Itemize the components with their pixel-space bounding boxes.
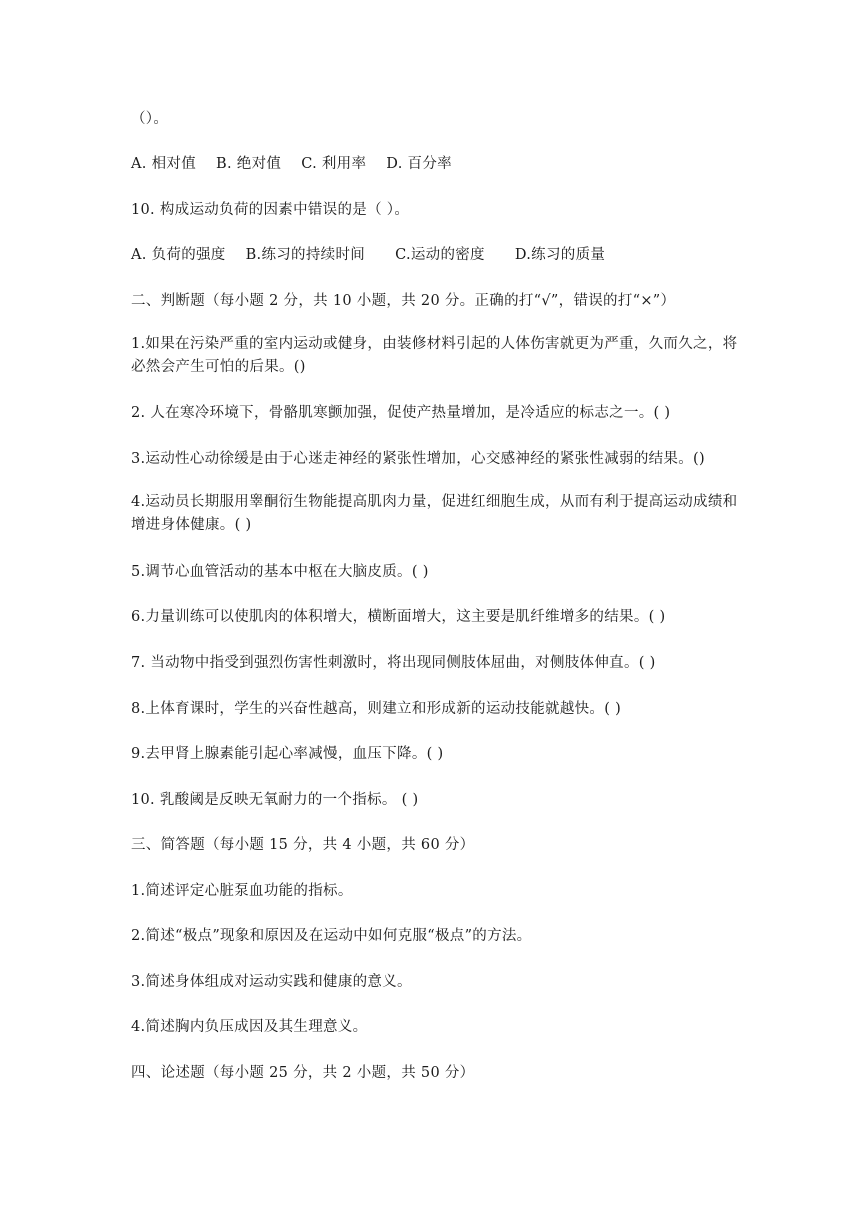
tf-question-9: 9.去甲肾上腺素能引起心率减慢，血压下降。( ) bbox=[131, 746, 444, 762]
option-c: C.运动的密度 bbox=[395, 247, 485, 263]
tf-question-8: 8.上体育课时，学生的兴奋性越高，则建立和形成新的运动技能就越快。( ) bbox=[131, 701, 622, 717]
option-a: A. 负荷的强度 bbox=[131, 247, 226, 263]
q9-options bbox=[131, 152, 741, 173]
option-d: D. 百分率 bbox=[386, 156, 452, 172]
tf-question-5: 5.调节心血管活动的基本中枢在大脑皮质。( ) bbox=[131, 564, 429, 580]
option-d: D.练习的质量 bbox=[514, 247, 606, 263]
q10-stem: 10. 构成运动负荷的因素中错误的是（ ）。 bbox=[131, 202, 410, 218]
q9-stem-tail: （）。 bbox=[131, 111, 169, 127]
short-answer-4: 4.简述胸内负压成因及其生理意义。 bbox=[131, 1019, 368, 1035]
section-heading-short-answer: 三、简答题（每小题 15 分，共 4 小题，共 60 分） bbox=[131, 837, 475, 853]
tf-question-10: 10. 乳酸阈是反映无氧耐力的一个指标。 ( ) bbox=[131, 792, 419, 808]
option-c: C. 利用率 bbox=[301, 156, 367, 172]
q10-options bbox=[131, 243, 741, 264]
short-answer-3: 3.简述身体组成对运动实践和健康的意义。 bbox=[131, 974, 412, 990]
tf-question-4: 4.运动员长期服用睾酮衍生物能提高肌肉力量，促进红细胞生成，从而有利于提高运动成绩和增进身体健康。( ) bbox=[131, 494, 738, 533]
tf-question-6: 6.力量训练可以使肌肉的体积增大，横断面增大，这主要是肌纤维增多的结果。( ) bbox=[131, 609, 666, 625]
option-b: B. 绝对值 bbox=[216, 156, 282, 172]
section-heading-true-false: 二、判断题（每小题 2 分，共 10 小题，共 20 分。正确的打“√”，错误的打“×”） bbox=[131, 293, 676, 309]
option-a: A. 相对值 bbox=[131, 156, 196, 172]
tf-question-2: 2. 人在寒冷环境下，骨骼肌寒颤加强，促使产热量增加，是冷适应的标志之一。( ) bbox=[131, 405, 671, 421]
tf-question-1: 1.如果在污染严重的室内运动或健身，由装修材料引起的人体伤害就更为严重，久而久之，将必然会产生可怕的后果。() bbox=[131, 336, 738, 375]
section-heading-essay: 四、论述题（每小题 25 分，共 2 小题，共 50 分） bbox=[131, 1065, 475, 1081]
tf-question-7: 7. 当动物中指受到强烈伤害性刺激时，将出现同侧肢体屈曲，对侧肢体伸直。( ) bbox=[131, 655, 656, 671]
short-answer-1: 1.简述评定心脏泵血功能的指标。 bbox=[131, 883, 353, 899]
tf-question-3: 3.运动性心动徐缓是由于心迷走神经的紧张性增加，心交感神经的紧张性减弱的结果。() bbox=[131, 451, 705, 467]
short-answer-2: 2.简述“极点”现象和原因及在运动中如何克服“极点”的方法。 bbox=[131, 928, 532, 944]
option-b: B.练习的持续时间 bbox=[245, 247, 366, 263]
